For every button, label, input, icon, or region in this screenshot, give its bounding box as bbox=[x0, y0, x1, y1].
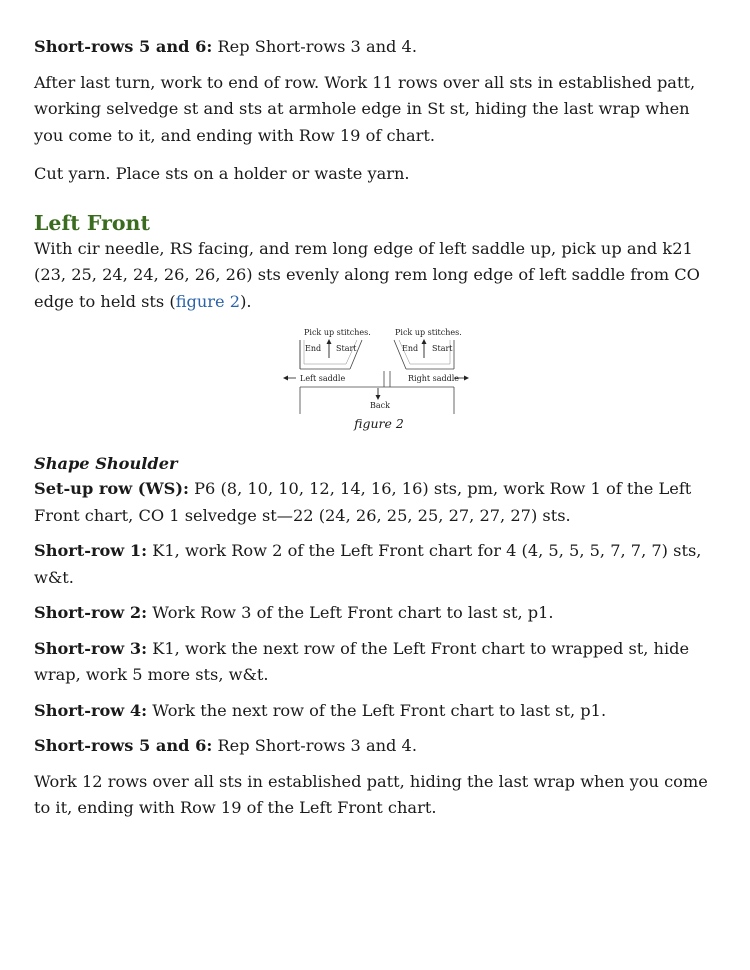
right-saddle-label: Right saddle bbox=[408, 374, 460, 383]
right-start-label: Start bbox=[432, 344, 453, 353]
left-saddle-label: Left saddle bbox=[300, 374, 346, 383]
paragraph-short-row-4 bbox=[34, 698, 724, 725]
paragraph-label: Short-row 1: bbox=[34, 541, 148, 560]
paragraph-short-row-3 bbox=[34, 636, 724, 689]
paragraph-short-row-2 bbox=[34, 600, 724, 627]
paragraph-short-rows-5-6-left bbox=[34, 733, 724, 760]
paragraph-text: K1, work the next row of the Left Front chart to wrapped st, hide wrap, work 5 more sts, w&t. bbox=[34, 638, 690, 684]
paragraph-text: ). bbox=[240, 291, 252, 311]
paragraph-setup-row bbox=[34, 476, 724, 529]
paragraph-label: Short-row 4: bbox=[34, 700, 148, 720]
section-heading-left-front: Left Front bbox=[34, 210, 150, 235]
back-arrow bbox=[376, 388, 381, 400]
paragraph-label: Short-row 3: bbox=[34, 638, 148, 658]
subsection-heading-shape-shoulder: Shape Shoulder bbox=[34, 454, 178, 473]
left-pickup-arrow bbox=[327, 339, 332, 358]
figure-caption: figure 2 bbox=[354, 416, 404, 431]
paragraph-label: Short-row 2: bbox=[34, 603, 148, 622]
paragraph-text: Cut yarn. Place sts on a holder or waste yarn. bbox=[34, 164, 410, 183]
left-start-label: Start bbox=[336, 344, 357, 353]
paragraph-text: After last turn, work to end of row. Work 11 rows over all sts in established patt, working selvedge st and sts at armhole edge in St st, hiding the last wrap when you come to it, and ending with Row 19 of chart. bbox=[34, 72, 696, 145]
paragraph-short-rows-5-6 bbox=[34, 34, 724, 61]
paragraph-label: Set-up row (WS): bbox=[34, 479, 189, 498]
paragraph-text: Work Row 3 of the Left Front chart to last st, p1. bbox=[147, 603, 554, 622]
paragraph-cut-yarn bbox=[34, 161, 724, 188]
paragraph-after-last-turn bbox=[34, 70, 724, 150]
right-end-label: End bbox=[402, 344, 419, 353]
right-pickup-label: Pick up stitches. bbox=[395, 328, 462, 337]
paragraph-text: Rep Short-rows 3 and 4. bbox=[212, 37, 418, 56]
paragraph-final-rows bbox=[34, 769, 724, 822]
paragraph-short-row-1 bbox=[34, 538, 724, 591]
paragraph-label: Short-rows 5 and 6: bbox=[34, 736, 213, 755]
left-end-label: End bbox=[305, 344, 322, 353]
document-page bbox=[34, 34, 724, 831]
saddle-diagram bbox=[282, 324, 482, 414]
left-saddle-arrow bbox=[283, 376, 296, 381]
left-pickup-label: Pick up stitches. bbox=[304, 328, 371, 337]
paragraph-text: Work the next row of the Left Front chart to last st, p1. bbox=[147, 700, 607, 720]
paragraph-text: Work 12 rows over all sts in established patt, hiding the last wrap when you come to it, ending with Row 19 of the Left Front chart. bbox=[34, 771, 708, 817]
right-pickup-arrow bbox=[422, 339, 427, 358]
paragraph-left-front-intro bbox=[34, 236, 724, 316]
figure-2 bbox=[34, 324, 724, 436]
back-label: Back bbox=[370, 401, 390, 410]
paragraph-label: Short-rows 5 and 6: bbox=[34, 37, 213, 56]
paragraph-text: With cir needle, RS facing, and rem long edge of left saddle up, pick up and k21 (23, 25, 24, 24, 26, 26, 26) sts evenly along rem long edge of left saddle from CO edge to held sts ( bbox=[34, 238, 700, 311]
figure-2-link[interactable]: figure 2 bbox=[175, 291, 241, 311]
paragraph-text: P6 (8, 10, 10, 12, 14, 16, 16) sts, pm, work Row 1 of the Left Front chart, CO 1 selvedge st—22 (24, 26, 25, 25, 27, 27, 27) sts. bbox=[34, 479, 692, 525]
paragraph-text: Rep Short-rows 3 and 4. bbox=[212, 736, 418, 755]
paragraph-text: K1, work Row 2 of the Left Front chart for 4 (4, 5, 5, 5, 7, 7, 7) sts, w&t. bbox=[34, 541, 702, 587]
